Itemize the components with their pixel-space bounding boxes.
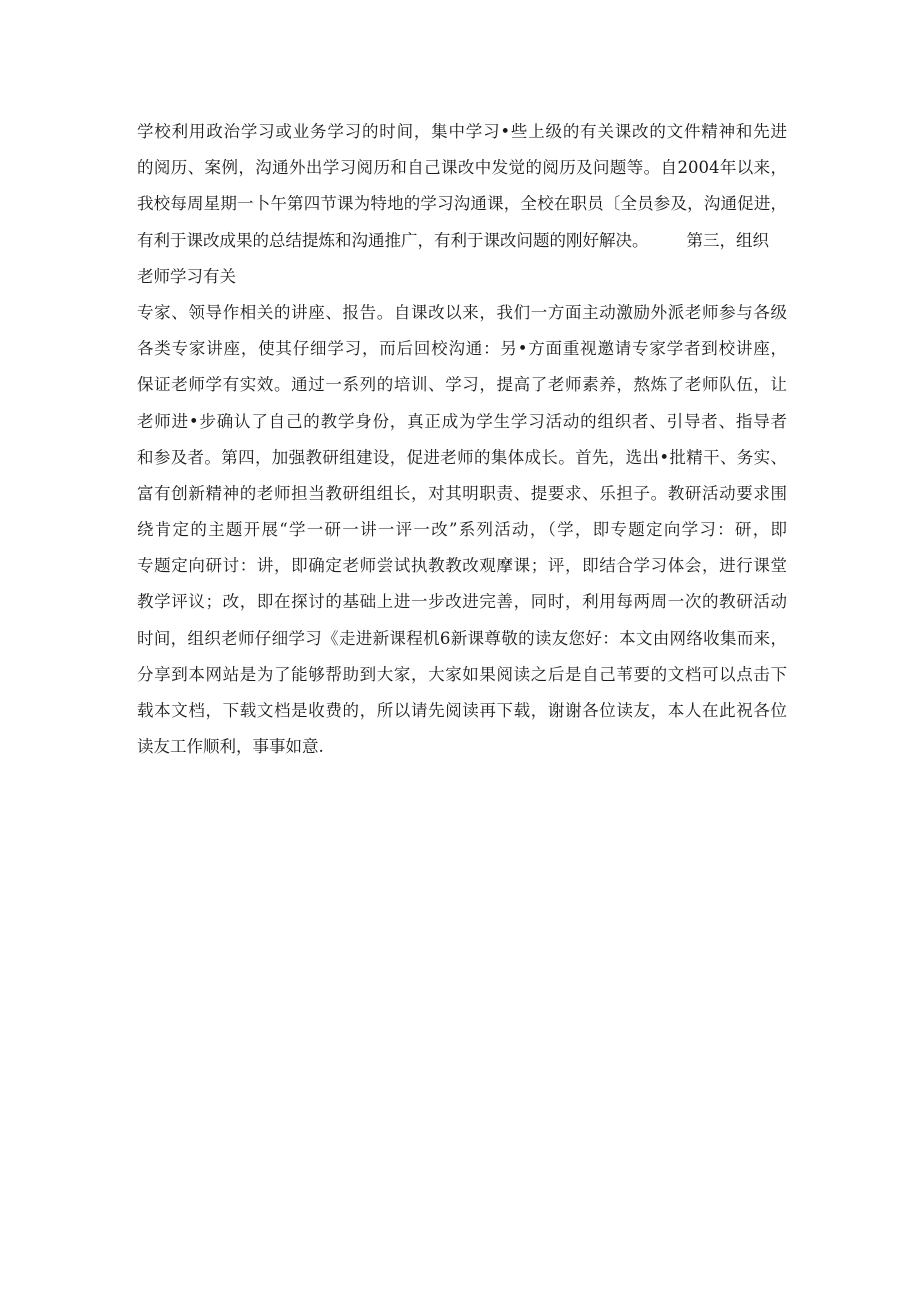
paragraph-line: 教学评议；改，即在探讨的基础上进一步改进完善，同时，利用每两周一次的教研活动 — [137, 592, 787, 612]
section-heading-inline: 第三，组织 — [686, 230, 769, 250]
paragraph-line: 读友工作顺利，事事如意. — [137, 737, 324, 757]
paragraph-line: 时间，组织老师仔细学习《走进新课程机6新课尊敬的读友您好：本文由网络收集而来， — [137, 628, 787, 648]
paragraph-line: 我校每周星期一卜午第四节课为特地的学习沟通课，全校在职员〔全员参及，沟通促进， — [137, 194, 787, 214]
paragraph-line: 专家、领导作相关的讲座、报告。自课改以来，我们一方面主动激励外派老师参与各级 — [137, 302, 787, 322]
paragraph-line: 老师学习有关 — [137, 266, 236, 286]
paragraph-line: 各类专家讲座，使其仔细学习，而后回校沟通：另•方面重视邀请专家学者到校讲座， — [137, 339, 787, 359]
paragraph-line: 绕肯定的主题开展“学一研一讲一评一改”系列活动，（学，即专题定向学习：研，即 — [137, 520, 787, 540]
paragraph-line: 分享到本网站是为了能够帮助到大家，大家如果阅读之后是自己苇要的文档可以点击下 — [137, 664, 787, 684]
paragraph-line-text: 有利于课改成果的总结提炼和沟通推广，有利于课改问题的刚好解决。 — [137, 230, 649, 250]
paragraph-line: 富有创新精神的老师担当教研组组长，对其明职责、提要求、乐担子。教研活动要求围 — [137, 483, 787, 503]
paragraph-line: 的阅历、案例，沟通外出学习阅历和自己课改中发觉的阅历及问题等。自2004年以来， — [137, 158, 787, 178]
paragraph-line: 载本文档，下载文档是收费的，所以请先阅读再下载，谢谢各位读友，本人在此祝各位 — [137, 701, 787, 720]
document-body — [137, 114, 787, 765]
paragraph-line: 和参及者。第四，加强教研组建设，促进老师的集体成长。首先，选出•批精干、务实、 — [137, 447, 787, 467]
paragraph-line: 老师进•步确认了自己的教学身份，真正成为学生学习活动的组织者、引导者、指导者 — [137, 411, 787, 431]
paragraph-line: 专题定向研讨：讲，即确定老师尝试执教教改观摩课；评，即结合学习体会，进行课堂 — [137, 556, 787, 576]
paragraph-line: 学校利用政治学习或业务学习的时间，集中学习•些上级的有关课改的文件精神和先进 — [137, 122, 787, 141]
paragraph-line — [137, 223, 787, 259]
paragraph-line: 保证老师学有实效。通过一系列的培训、学习，提高了老师素养，熬炼了老师队伍，让 — [137, 375, 787, 395]
